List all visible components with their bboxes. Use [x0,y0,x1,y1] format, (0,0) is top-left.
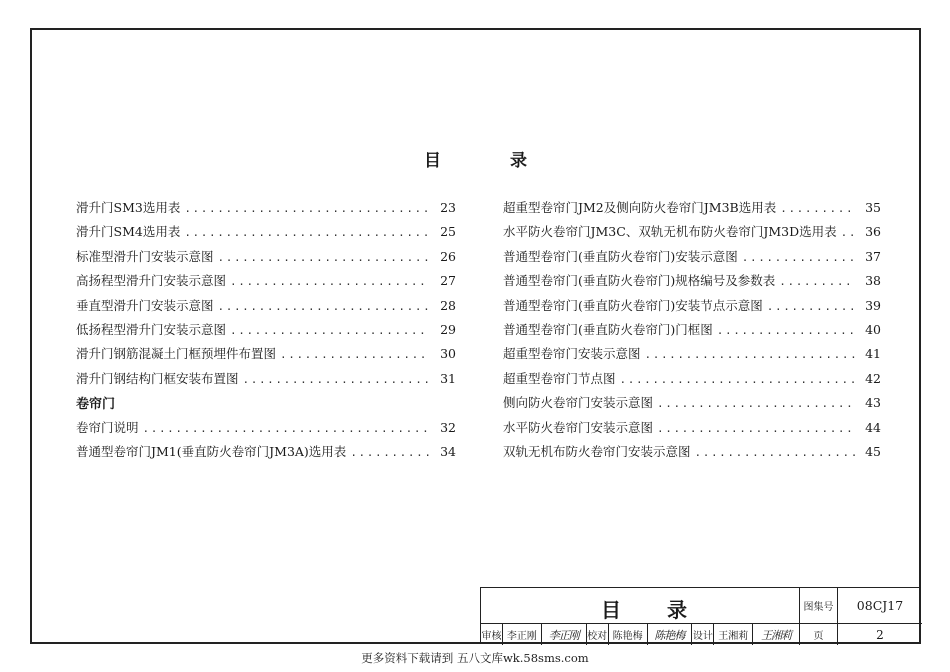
toc-entry-label: 超重型卷帘门安装示意图 [503,346,641,362]
page-label: 页 [800,624,838,645]
toc-entry-label: 高扬程型滑升门安装示意图 [76,273,227,289]
checker-signature: 陈艳梅 [648,624,693,645]
drawing-title-block [480,587,921,644]
toc-entry[interactable] [76,198,456,222]
toc-entry[interactable] [503,271,881,295]
toc-leader-dots [767,300,855,313]
toc-entry-page: 35 [865,200,881,215]
toc-column-left [76,198,456,466]
toc-entry-page: 27 [440,273,456,289]
toc-entry-label: 普通型卷帘门(垂直防火卷帘门)安装节点示意图 [503,297,763,313]
design-label: 设计 [692,624,714,645]
toc-leader-dots [230,275,430,288]
toc-leader-dots [695,446,855,459]
toc-entry-label: 普通型卷帘门JM1(垂直防火卷帘门JM3A)选用表 [76,443,347,459]
atlas-number: 08CJ17 [838,588,922,624]
toc-entry-label: 垂直型滑升门安装示意图 [76,297,214,313]
title-block-title [481,588,800,624]
toc-leader-dots [230,324,430,337]
review-label: 审核 [481,624,503,645]
toc-leader-dots [841,226,855,239]
toc-entry-page: 31 [440,370,456,386]
toc-entry-page: 25 [440,224,456,240]
toc-entry-page: 28 [440,297,456,313]
toc-entry-page: 42 [865,370,881,386]
toc-entry-label: 超重型卷帘门节点图 [503,370,616,386]
toc-entry-page: 34 [440,443,456,459]
toc-leader-dots [779,275,855,288]
toc-entry-label: 卷帘门说明 [76,419,139,435]
toc-leader-dots [620,373,855,386]
toc-entry[interactable] [76,369,456,393]
toc-entry[interactable] [76,418,456,442]
checker-name: 陈艳梅 [609,624,648,645]
toc-leader-dots [218,300,430,313]
toc-leader-dots [717,324,855,337]
toc-entry[interactable] [76,271,456,295]
toc-entry-label: 水平防火卷帘门JM3C、双轨无机布防火卷帘门JM3D选用表 [503,224,837,240]
toc-entry-page: 43 [865,395,881,411]
toc-entry-page: 32 [440,419,456,435]
toc-entry[interactable] [503,296,881,320]
toc-entry[interactable] [76,442,456,466]
toc-entry[interactable] [503,247,881,271]
toc-entry-label: 超重型卷帘门JM2及侧向防火卷帘门JM3B选用表 [503,200,777,215]
toc-entry-page: 36 [865,224,881,240]
toc-entry-label: 标准型滑升门安装示意图 [76,248,214,264]
toc-entry[interactable] [503,198,881,222]
toc-entry[interactable] [503,369,881,393]
check-label: 校对 [587,624,609,645]
toc-leader-dots [742,251,855,264]
designer-name: 王湘莉 [714,624,753,645]
toc-leader-dots [657,397,855,410]
toc-entry-label: 普通型卷帘门(垂直防火卷帘门)门框图 [503,321,713,337]
toc-leader-dots [218,251,430,264]
reviewer-signature: 李正刚 [542,624,587,645]
reviewer-name: 李正刚 [503,624,542,645]
toc-leader-dots [657,422,855,435]
toc-entry[interactable] [503,418,881,442]
toc-leader-dots [645,348,855,361]
toc-entry-label: 普通型卷帘门(垂直防火卷帘门)安装示意图 [503,248,738,264]
toc-entry-page: 41 [865,346,881,362]
page-number: 2 [876,627,884,642]
designer-signature: 王湘莉 [761,628,792,642]
toc-entry-page: 45 [865,443,881,459]
toc-section-heading-label: 卷帘门 [76,397,116,413]
title-block-title-char-2: 录 [667,598,687,622]
toc-entry-label: 滑升门SM4选用表 [76,224,181,240]
toc-entry-label: 滑升门钢结构门框安装布置图 [76,370,239,386]
page-title [0,146,950,171]
toc-entry[interactable] [76,320,456,344]
toc-entry[interactable] [76,296,456,320]
toc-entry-label: 普通型卷帘门(垂直防火卷帘门)规格编号及参数表 [503,273,776,289]
toc-entry-page: 29 [440,321,456,337]
title-block-title-char-1: 目 [601,598,621,622]
toc-leader-dots [184,226,430,239]
toc-leader-dots [280,348,430,361]
toc-entry-label: 滑升门SM3选用表 [76,200,181,215]
toc-entry-page: 37 [865,248,881,264]
toc-entry[interactable] [76,247,456,271]
toc-leader-dots [780,202,855,215]
toc-entry-page: 40 [865,321,881,337]
toc-leader-dots [184,202,430,215]
toc-entry[interactable] [76,344,456,368]
toc-entry-label: 滑升门钢筋混凝土门框预埋件布置图 [76,346,277,362]
toc-column-right [503,198,881,466]
toc-entry-page: 26 [440,248,456,264]
toc-entry-page: 44 [865,419,881,435]
toc-entry[interactable] [76,222,456,246]
toc-section-heading [76,393,456,417]
toc-entry[interactable] [503,344,881,368]
toc-entry-label: 水平防火卷帘门安装示意图 [503,419,654,435]
toc-entry[interactable] [503,222,881,246]
toc-leader-dots [350,446,430,459]
toc-leader-dots [243,373,430,386]
signature-row [481,624,800,645]
page-title-char-2: 录 [510,151,527,171]
page-title-char-1: 目 [424,151,441,171]
atlas-number-label: 图集号 [800,588,838,624]
toc-entry[interactable] [503,393,881,417]
toc-entry-label: 双轨无机布防火卷帘门安装示意图 [503,443,691,459]
toc-leader-dots [143,422,430,435]
toc-entry-page: 39 [865,297,881,313]
toc-entry-page: 30 [440,346,456,362]
toc-entry[interactable] [503,320,881,344]
download-footer-note: 更多资料下载请到 五八文库wk.58sms.com [361,651,589,665]
toc-entry-page: 23 [440,200,456,215]
toc-entry-label: 侧向防火卷帘门安装示意图 [503,395,654,411]
toc-entry-label: 低扬程型滑升门安装示意图 [76,321,227,337]
toc-entry-page: 38 [865,273,881,289]
toc-entry[interactable] [503,442,881,466]
